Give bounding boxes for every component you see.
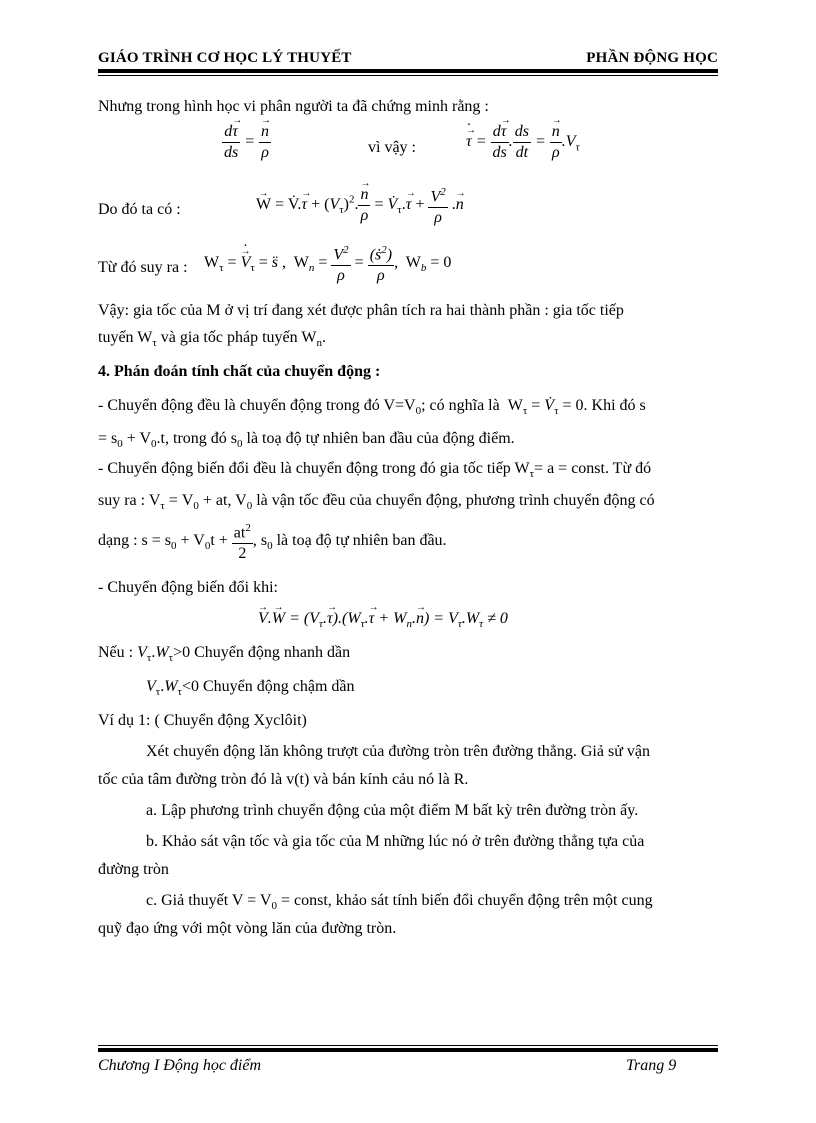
- therefore-label: vì vậy :: [368, 139, 416, 156]
- hence-label: Do đó ta có :: [98, 201, 181, 218]
- uniform-accel-line-2: suy ra : $V_\tau = V_0$ + at, $V_0$ là vận tốc đều của chuyển động, phương trình chuyển động có: [98, 492, 655, 513]
- formula-acceleration: → W = V̇.→ $\tau + (V_\tau)^2$. → $\frac{n}{\rho}$ = $V̇_\tau.\to \tau$ + $\frac{V^2}{\rho}$ .→ n: [256, 182, 464, 228]
- conclusion-line-2: tuyến $W_\tau$ và gia tốc pháp tuyến $W_n$.: [98, 329, 326, 350]
- task-c-line-1: c. Giả thuyết $V = V_0$ = const, khảo sát tính biến đổi chuyển động trên một cung: [146, 892, 653, 913]
- formula-tau-dot: ˙ → τ = $\frac{d\to \tau}{ds}$ . $\frac{ds}{dt}$ = → $\frac{n}{\rho}$ $.V_\tau$: [466, 122, 580, 163]
- header-rule: [98, 69, 718, 73]
- task-a: a. Lập phương trình chuyển động của một điểm M bất kỳ trên đường tròn ấy.: [146, 802, 639, 819]
- condition-accelerating: Nếu : $V_\tau.W_\tau>0$ Chuyển động nhanh dần: [98, 644, 351, 665]
- intro-line: Nhưng trong hình học vi phân người ta đã chứng minh rằng :: [98, 98, 489, 115]
- formula-dtau-ds: $\frac{d\to \tau}{ds}$ = → $\frac{n}{\rho}$: [222, 122, 271, 163]
- footer-chapter: Chương I Động học điểm: [98, 1057, 262, 1074]
- footer-rule-thin: [98, 1045, 718, 1046]
- uniform-motion-line-2: = $s_0 + V_0.t$, trong đó $s_0$ là toạ độ tự nhiên ban đầu của động điểm.: [98, 430, 515, 451]
- section-heading: 4. Phán đoán tính chất của chuyển động :: [98, 363, 381, 380]
- task-b-line-1: b. Khảo sát vận tốc và gia tốc của M những lúc nó ở trên đường thẳng tựa của: [146, 833, 645, 850]
- footer-page-number: Trang 9: [626, 1057, 677, 1074]
- example-text-1: Xét chuyển động lăn không trượt của đường tròn trên đường thẳng. Giả sử vận: [146, 743, 650, 760]
- header-section: PHẦN ĐỘNG HỌC: [586, 50, 718, 66]
- uniform-accel-line-3: dạng : $s = s_0 + V_0t$ + $\frac{at^2}{2}$ , $s_0$ là toạ độ tự nhiên ban đầu.: [98, 518, 447, 564]
- variable-motion-line: - Chuyển động biến đổi khi:: [98, 579, 278, 596]
- task-b-line-2: đường tròn: [98, 861, 169, 878]
- conclusion-line-1: Vậy: gia tốc của M ở vị trí đang xét được phân tích ra hai thành phần : gia tốc tiếp: [98, 302, 624, 319]
- footer-rule: [98, 1048, 718, 1052]
- formula-dot-product: → $V.\to W = (V_\tau.\to \tau).(W_\tau.\to \tau + W_n.\to n) = V_\tau.W_\tau \ne 0$: [258, 607, 508, 636]
- example-title: Ví dụ 1: ( Chuyển động Xyclôit): [98, 712, 307, 729]
- task-c-line-2: quỹ đạo ứng với một vòng lăn của đường tròn.: [98, 920, 397, 937]
- uniform-accel-line-1: - Chuyển động biến đổi đều là chuyển động trong đó gia tốc tiếp $W_\tau= a$ = const. Từ đó: [98, 460, 652, 481]
- condition-decelerating: $V_\tau.W_\tau<0$ Chuyển động chậm dần: [146, 678, 355, 699]
- header-rule-thin: [98, 75, 718, 76]
- example-text-2: tốc của tâm đường tròn đó là v(t) và bán kính cảu nó là R.: [98, 771, 469, 788]
- uniform-motion-line-1: - Chuyển động đều là chuyển động trong đó $V=V_0$; có nghĩa là $W_\tau$ = $V̇_\tau = 0$. Khi đó s: [98, 397, 646, 418]
- formula-components: $W_\tau$ = ˙ → $V_\tau$ = s̈ , $W_n$ = $\frac{V^2}{\rho}$ = $\frac{(ṡ^2)}{\rho}$ , $W_b = 0$: [204, 240, 451, 286]
- header-title: GIÁO TRÌNH CƠ HỌC LÝ THUYẾT: [98, 50, 352, 66]
- thus-label: Từ đó suy ra :: [98, 259, 188, 276]
